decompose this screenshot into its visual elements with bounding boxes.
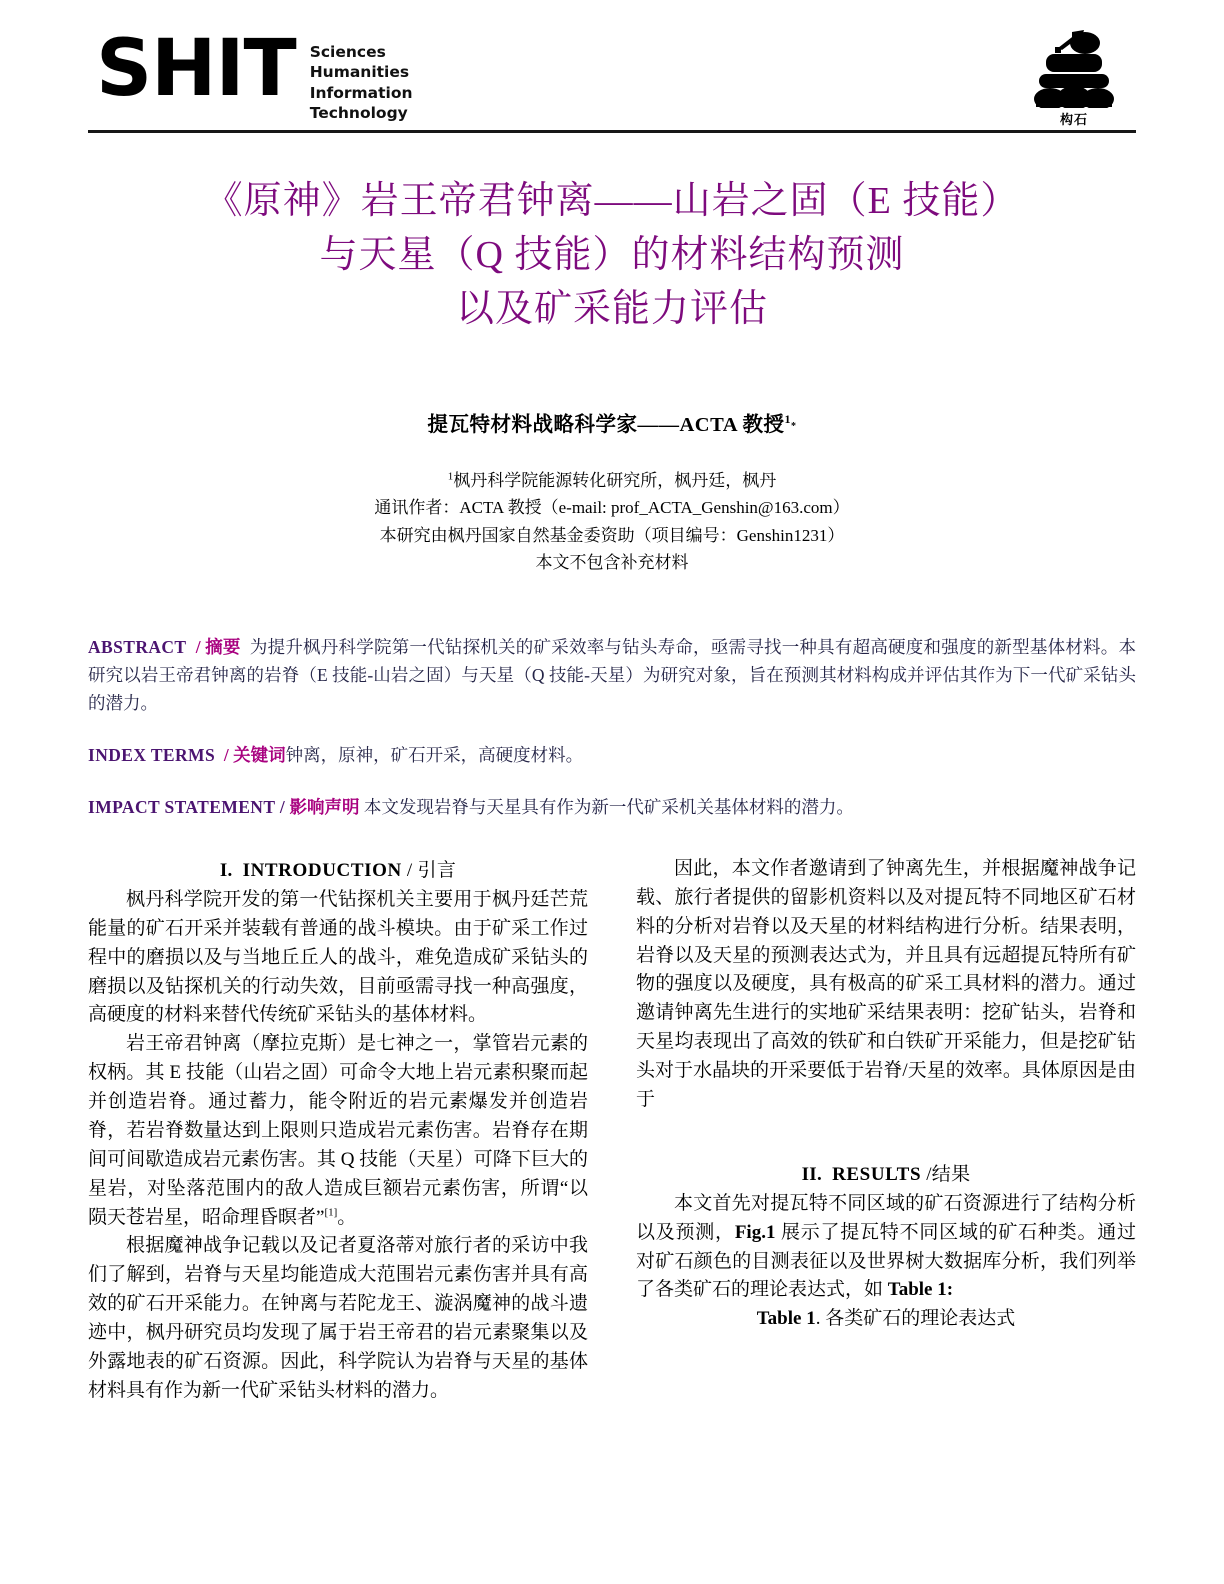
author-block [88,407,1136,437]
abstract-label-en: ABSTRACT [88,636,187,657]
section-heading-results [636,1159,1136,1186]
abstract-paragraph [88,633,1136,717]
section-numeral-1: I. [219,859,233,881]
supplementary-line: 本文不包含补充材料 [535,553,689,573]
impact-statement-text: 本文发现岩脊与天星具有作为新一代矿采机关基体材料的潜力。 [363,796,854,817]
author-name-line [88,407,1136,437]
impact-statement-paragraph [88,793,1136,821]
intro-paragraph-2-text: 岩王帝君钟离（摩拉克斯）是七神之一，掌管岩元素的权柄。其 E 技能（山岩之固）可命令大地上岩元素积聚而起并创造岩脊。通过蓄力，能令附近的岩元素爆发并创造岩脊，若岩脊数量达到上限则只造成岩元素伤害。岩脊存在期间可间歇造成岩元素伤害。其 Q 技能（天星）可降下巨大的星岩，对坠落范围内的敌人造成巨额岩元素伤害，所谓“以陨天苍岩星，昭命理昏暝者” [88,1033,588,1228]
impact-statement-label-cn: 影响声明 [289,796,360,817]
masthead [88,22,1136,130]
results-lead-paragraph: 因此，本文作者邀请到了钟离先生，并根据魔神战争记载、旅行者提供的留影机资料以及对提瓦特不同地区矿石材料的分析对岩脊以及天星的材料结构进行分析。结果表明，岩脊以及天星的预测表达式为，并且具有远超提瓦特所有矿物的强度以及硬度，具有极高的矿采工具材料的潜力。通过邀请钟离先生进行的实地矿采结果表明：挖矿钻头，岩脊和天星均表现出了高效的铁矿和白铁矿开采能力，但是挖矿钻头对于水晶块的开采要低于岩脊/天星的效率。具体原因是由于 [636,857,1136,1110]
author-affiliation-marker: 1 [784,412,792,427]
index-terms-label-en: INDEX TERMS [88,744,216,765]
brand-word-information: Information [309,83,413,102]
intro-paragraph-3: 根据魔神战争记载以及记者夏洛蒂对旅行者的采访中我们了解到，岩脊与天星均能造成大范围岩元素伤害并具有高效的矿石开采能力。在钟离与若陀龙王、漩涡魔神的战斗遗迹中，枫丹研究员均发现了属于岩王帝君的岩元素聚集以及外露地表的矿石资源。因此，科学院认为岩脊与天星的基体材料具有作为新一代矿采钻头材料的潜力。 [88,1235,588,1401]
publisher-logo-label: 构石 [1059,113,1088,128]
brand-word-technology: Technology [309,104,408,123]
corresponding-author-line: 通讯作者：ACTA 教授（e-mail: prof_ACTA_Genshin@163.com） [374,498,850,518]
section-title-en-2: RESULTS [832,1163,922,1185]
paper-title-line-1: 《原神》岩王帝君钟离——山岩之固（E 技能） [204,180,1020,222]
left-column [88,855,588,1406]
section-separator-1: / [406,859,413,881]
body-columns [88,855,1136,1406]
index-terms-text: 钟离，原神，矿石开采，高硬度材料。 [285,744,584,765]
funding-line: 本研究由枫丹国家自然基金委资助（项目编号：Genshin1231） [379,525,845,545]
affiliation-text: 枫丹科学院能源转化研究所，枫丹廷，枫丹 [453,470,777,490]
table-caption-text: . 各类矿石的理论表达式 [815,1308,1016,1330]
citation-tail-1: 。 [337,1206,357,1228]
section-heading-introduction [88,855,588,882]
masthead-divider [88,130,1136,133]
table-reference: Table 1: [887,1279,954,1301]
front-matter [88,633,1136,821]
affiliation-sup: 1 [447,470,454,483]
paper-title [88,175,1136,337]
section-title-cn-2: 结果 [931,1163,971,1185]
index-terms-paragraph [88,741,1136,769]
table-1-caption [636,1305,1136,1334]
paper-title-line-2: 与天星（Q 技能）的材料结构预测 [319,233,905,276]
index-terms-label-cn: / 关键词 [223,744,286,765]
section-title-cn-1: 引言 [417,859,457,881]
intro-paragraph-1: 枫丹科学院开发的第一代钻探机关主要用于枫丹廷芒荒能量的矿石开采并装载有普通的战斗模块。由于矿采工作过程中的磨损以及与当地丘丘人的战斗，难免造成矿采钻头的磨损以及钻探机关的行动失效，目前亟需寻找一种高强度，高硬度的材料来替代传统矿采钻头的基体材料。 [88,888,588,1026]
author-name: 提瓦特材料战略科学家——ACTA 教授 [427,413,785,436]
journal-brand-words [310,42,413,124]
section-title-en-1: INTRODUCTION [242,859,402,881]
affiliation-block [88,467,1136,577]
section-numeral-2: II. [801,1163,823,1185]
journal-brand [96,24,413,124]
results-paragraph-1 [636,1190,1136,1306]
figure-reference: Fig.1 [734,1221,776,1243]
brand-word-humanities: Humanities [309,63,410,82]
journal-brand-mark: SHIT [96,24,296,114]
citation-marker-1: [1] [324,1206,338,1219]
table-caption-label: Table 1 [756,1308,816,1330]
intro-paragraph-2 [88,1030,588,1232]
impact-statement-label-en: IMPACT STATEMENT / [88,796,286,817]
abstract-label-cn: / 摘要 [195,636,241,657]
affiliation-line [88,467,1136,495]
abstract-text: 为提升枫丹科学院第一代钻探机关的矿采效率与钻头寿命，亟需寻找一种具有超高硬度和强度的新型基体材料。本研究以岩王帝君钟离的岩脊（E 技能-山岩之固）与天星（Q 技能-天星）为研究对象，旨在预测其材料构成并评估其作为下一代矿采钻头的潜力。 [88,636,1137,713]
author-corresponding-marker: * [791,420,797,432]
brand-word-sciences: Sciences [309,43,386,61]
section-separator-2: / [926,1163,932,1185]
results-paragraph-1-b: 展示了提瓦特不同区域的矿石种类。通过对矿石颜色的目测表征以及世界树大数据库分析，我们列举了各类矿石的理论表达式，如 [636,1221,1136,1301]
results-paragraph-1-a: 本文首先对提瓦特不同区域的矿石资源进行了结构分析以及预测， [636,1192,1136,1243]
rock-stack-icon [1028,26,1120,108]
paper-title-line-3: 以及矿采能力评估 [455,287,768,330]
right-column [636,855,1136,1406]
publisher-logo [1022,26,1126,130]
